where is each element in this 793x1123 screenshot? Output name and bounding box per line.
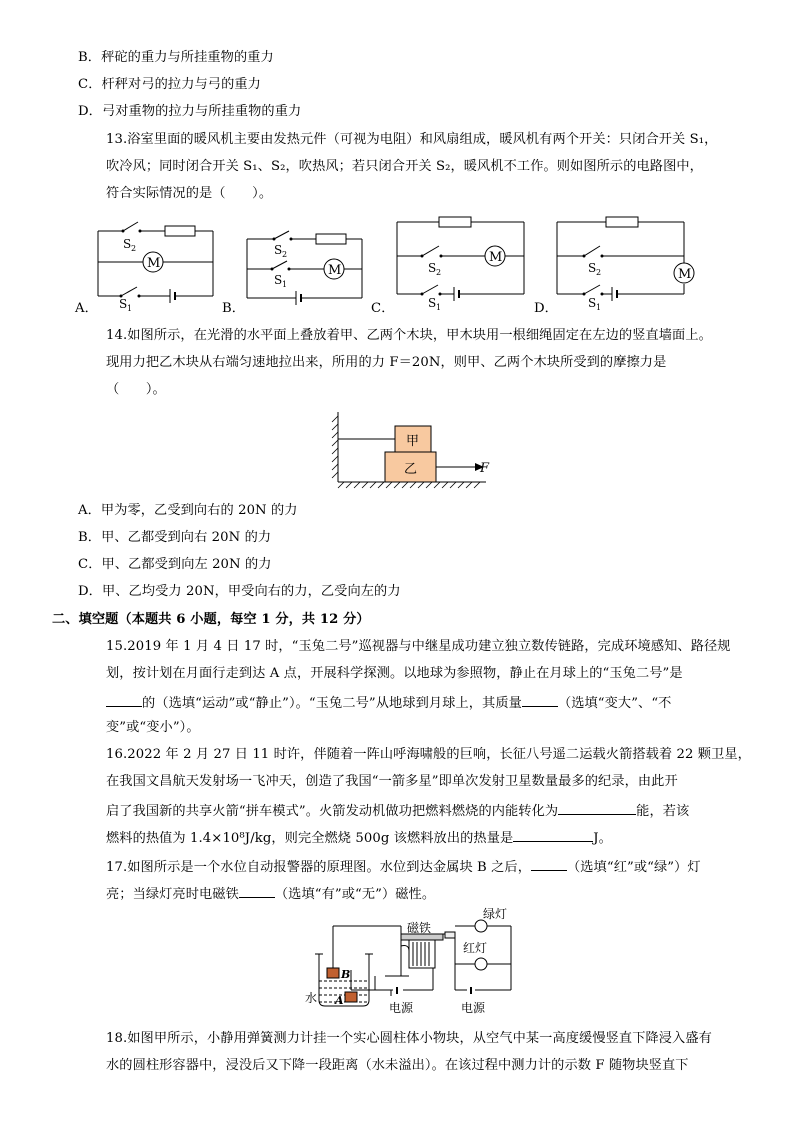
power-label-1: 电源: [389, 1001, 414, 1015]
q16-blank-1[interactable]: [558, 800, 636, 815]
q15-stem-line4: 变”或“变小”）。: [106, 720, 200, 735]
magnet-label: 磁铁: [407, 921, 432, 935]
s1-label-d: S: [588, 296, 597, 310]
s2-label-b: S: [274, 243, 283, 257]
q15-stem-line2: 划，按计划在月面行走到达 A 点，开展科学探测。以地球为参照物，静止在月球上的“玉兔二号”是: [106, 666, 683, 681]
s2-sub-a: 2: [131, 244, 137, 253]
s2-sub-b: 2: [282, 250, 288, 259]
q13-stem-line1: 13.浴室里面的暖风机主要由发热元件（可视为电阻）和风扇组成，暖风机有两个开关：只闭合开关 S₁，: [106, 132, 718, 147]
motor-a: M: [147, 256, 161, 271]
s1-label-c: S: [428, 296, 437, 310]
circuit-a-diagram: [95, 218, 220, 313]
q15-blank-1[interactable]: [106, 692, 142, 707]
q14-stem-line1: 14.如图所示，在光滑的水平面上叠放着甲、乙两个木块，甲木块用一根细绳固定在左边的竖直墙面上。: [106, 328, 712, 343]
s1-sub-c: 1: [436, 303, 442, 312]
q13-stem-line2: 吹冷风；同时闭合开关 S₁、S₂，吹热风；若只闭合开关 S₂，暖风机不工作。则如图所示的电路图中，: [106, 159, 703, 174]
block-jia: 甲: [406, 434, 420, 449]
q14-option-a: A．甲为零，乙受到向右的 20N 的力: [78, 503, 298, 518]
q17-stem-line2: 亮；当绿灯亮时电磁铁 （选填“有”或“无”）磁性。: [106, 883, 435, 904]
power-label-2: 电源: [461, 1001, 486, 1015]
q17-stem-line1: 17.如图所示是一个水位自动报警器的原理图。水位到达金属块 B 之后， （选填“红”或“绿”）灯: [106, 856, 701, 877]
q18-stem-line1: 18.如图甲所示，小静用弹簧测力计挂一个实心圆柱体小物块，从空气中某一高度缓慢竖直下降浸入盛有: [106, 1031, 712, 1046]
q16-stem-line3: 启了我国新的共享火箭“拼车模式”。火箭发动机做功把燃料燃烧的内能转化为 能，若该: [106, 800, 689, 821]
s2-label-a: S: [123, 237, 132, 251]
q13-stem-line3: 符合实际情况的是（ ）。: [106, 186, 273, 201]
metal-a-label: A: [335, 994, 344, 1007]
q14-option-d: D．甲、乙均受力 20N，甲受向右的力，乙受向左的力: [78, 584, 401, 599]
s2-sub-d: 2: [596, 268, 602, 277]
water-label: 水: [305, 991, 318, 1005]
motor-b: M: [328, 263, 342, 278]
circuit-b-diagram: [244, 226, 369, 306]
q15-blank-2[interactable]: [522, 692, 558, 707]
q16-stem-line1: 16.2022 年 2 月 27 日 11 时许，伴随着一阵山呼海啸般的巨响，长征八号遥二运载火箭搭载着 22 颗卫星，: [106, 747, 751, 762]
q12-option-d: D．弓对重物的拉力与所挂重物的重力: [78, 104, 302, 119]
red-light-label: 红灯: [463, 941, 488, 955]
circuit-d-diagram: [554, 212, 704, 310]
s1-label-b: S: [274, 273, 283, 287]
s1-label-a: S: [119, 297, 128, 311]
q15-stem-line3: 的（选填“运动”或“静止”）。“玉兔二号”从地球到月球上，其质量 （选填“变大”、“不: [106, 692, 671, 713]
s1-sub-b: 1: [282, 280, 288, 289]
q14-option-b: B．甲、乙都受到向右 20N 的力: [78, 530, 272, 545]
q16-blank-2[interactable]: [513, 827, 593, 842]
circuit-c-diagram: [394, 212, 529, 310]
q17-blank-1[interactable]: [531, 856, 567, 871]
q18-stem-line2: 水的圆柱形容器中，浸没后又下降一段距离（水未溢出）。在该过程中测力计的示数 F 随物块竖直下: [106, 1058, 689, 1073]
s1-sub-d: 1: [596, 303, 602, 312]
q14-stem-line2: 现用力把乙木块从右端匀速地拉出来，所用的力 F＝20N，则甲、乙两个木块所受到的摩擦力是: [106, 355, 667, 370]
block-yi: 乙: [404, 462, 418, 477]
motor-c: M: [489, 250, 503, 265]
q15-stem-line1: 15.2019 年 1 月 4 日 17 时，“玉兔二号”巡视器与中继星成功建立独立数传链路，完成环境感知、路径规: [106, 639, 731, 654]
s2-sub-c: 2: [436, 268, 442, 277]
section-2-title: 二、填空题（本题共 6 小题，每空 1 分，共 12 分）: [52, 612, 370, 627]
q12-option-c: C．杆秤对弓的拉力与弓的重力: [78, 77, 261, 92]
q14-stem-line3: （ ）。: [106, 382, 166, 397]
circuit-a-label: A．: [75, 301, 98, 316]
circuit-b-label: B．: [222, 301, 246, 316]
q14-block-diagram: [330, 408, 500, 492]
s1-sub-a: 1: [127, 304, 133, 313]
s2-label-d: S: [588, 261, 597, 275]
q12-option-b: B．秤砣的重力与所挂重物的重力: [78, 50, 274, 65]
q17-blank-2[interactable]: [239, 883, 275, 898]
s2-label-c: S: [428, 261, 437, 275]
q16-stem-line4: 燃料的热值为 1.4×10⁸J/kg，则完全燃烧 500g 该燃料放出的热量是 J。: [106, 827, 612, 848]
circuit-d-label: D．: [534, 301, 558, 316]
q14-option-c: C．甲、乙都受到向左 20N 的力: [78, 557, 272, 572]
motor-d: M: [678, 267, 692, 282]
metal-b-label: B: [341, 968, 351, 981]
q17-alarm-diagram: [305, 906, 520, 1016]
circuit-c-label: C．: [371, 301, 395, 316]
green-light-label: 绿灯: [483, 907, 508, 921]
force-label: F: [480, 461, 490, 476]
q16-stem-line2: 在我国文昌航天发射场一飞冲天，创造了我国“一箭多星”即单次发射卫星数量最多的纪录，由此开: [106, 774, 678, 789]
